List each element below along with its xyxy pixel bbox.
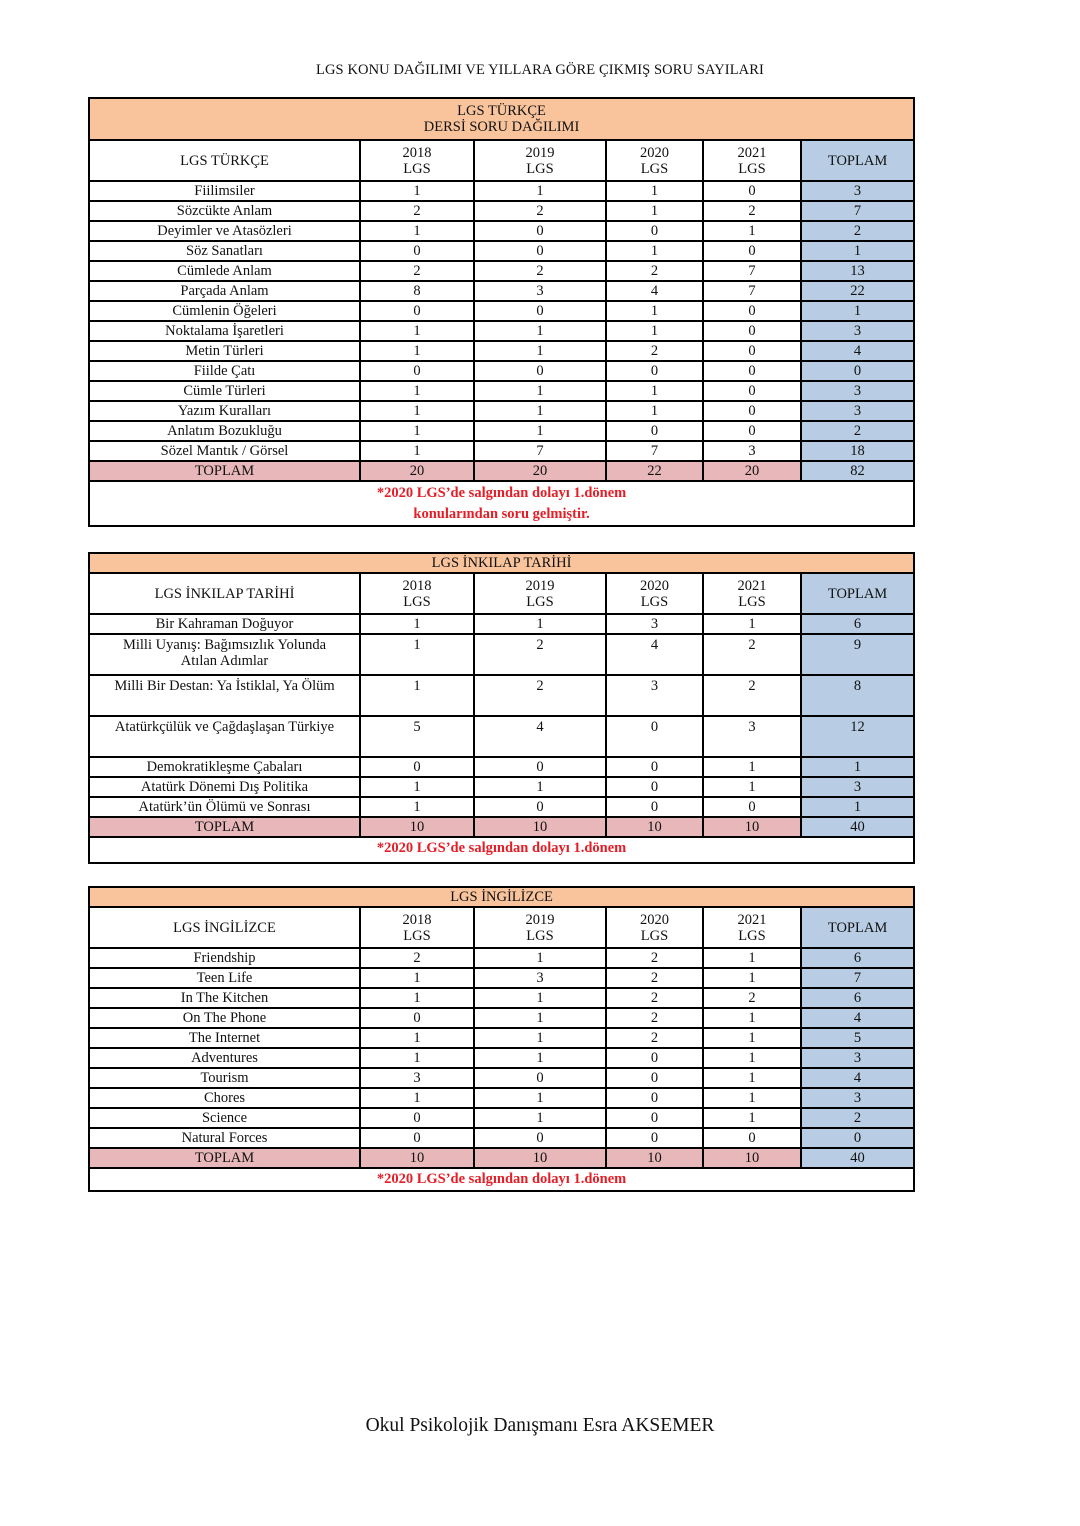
value-cell: 1 xyxy=(360,381,474,401)
inkilap-note: *2020 LGS’de salgından dolayı 1.dönem xyxy=(376,840,627,856)
topic-cell: In The Kitchen xyxy=(89,988,360,1008)
turkce-table-body xyxy=(89,181,914,461)
topic-cell: Fiilde Çatı xyxy=(89,361,360,381)
total-cell: 1 xyxy=(801,241,914,261)
value-cell: 1 xyxy=(474,1028,606,1048)
value-cell: 1 xyxy=(703,1068,801,1088)
value-cell: 2 xyxy=(474,261,606,281)
turkce-sum-row xyxy=(89,461,914,481)
value-cell: 1 xyxy=(360,421,474,441)
topic-cell: Sözel Mantık / Görsel xyxy=(89,441,360,461)
value-cell: 1 xyxy=(474,1048,606,1068)
table-row xyxy=(89,757,914,777)
value-cell: 1 xyxy=(360,1048,474,1068)
sum-2019: 20 xyxy=(474,461,606,481)
value-cell: 3 xyxy=(703,441,801,461)
table-row xyxy=(89,221,914,241)
table-row xyxy=(89,968,914,988)
topic-cell: Deyimler ve Atasözleri xyxy=(89,221,360,241)
total-cell: 1 xyxy=(801,797,914,817)
sum-label: TOPLAM xyxy=(89,1148,360,1168)
value-cell: 0 xyxy=(606,716,703,757)
value-cell: 1 xyxy=(360,321,474,341)
topic-cell: Tourism xyxy=(89,1068,360,1088)
value-cell: 1 xyxy=(360,1028,474,1048)
value-cell: 1 xyxy=(703,221,801,241)
total-cell: 8 xyxy=(801,675,914,716)
value-cell: 0 xyxy=(474,301,606,321)
value-cell: 1 xyxy=(606,401,703,421)
topic-cell: Milli Bir Destan: Ya İstiklal, Ya Ölüm xyxy=(89,675,360,716)
value-cell: 1 xyxy=(606,381,703,401)
sum-2021: 10 xyxy=(703,1148,801,1168)
value-cell: 1 xyxy=(703,1048,801,1068)
value-cell: 1 xyxy=(606,241,703,261)
topic-cell: Cümle Türleri xyxy=(89,381,360,401)
value-cell: 8 xyxy=(360,281,474,301)
total-cell: 9 xyxy=(801,634,914,675)
table-row xyxy=(89,614,914,634)
value-cell: 1 xyxy=(360,181,474,201)
table-row xyxy=(89,361,914,381)
value-cell: 0 xyxy=(703,381,801,401)
turkce-table xyxy=(88,97,915,527)
value-cell: 0 xyxy=(360,1108,474,1128)
value-cell: 1 xyxy=(360,797,474,817)
total-cell: 0 xyxy=(801,361,914,381)
topic-cell: Fiilimsiler xyxy=(89,181,360,201)
value-cell: 1 xyxy=(474,1008,606,1028)
table-row xyxy=(89,1088,914,1108)
value-cell: 3 xyxy=(606,675,703,716)
total-cell: 3 xyxy=(801,1048,914,1068)
topic-cell: Cümlede Anlam xyxy=(89,261,360,281)
inkilap-subject-label: LGS İNKILAP TARİHİ xyxy=(89,573,360,614)
value-cell: 0 xyxy=(703,421,801,441)
inkilap-header-row xyxy=(89,573,914,614)
value-cell: 2 xyxy=(606,341,703,361)
ingilizce-note: *2020 LGS’de salgından dolayı 1.dönem xyxy=(376,1171,627,1187)
total-cell: 2 xyxy=(801,221,914,241)
value-cell: 7 xyxy=(606,441,703,461)
value-cell: 4 xyxy=(606,281,703,301)
page-title: LGS KONU DAĞILIMI VE YILLARA GÖRE ÇIKMIŞ SORU SAYILARI xyxy=(316,62,764,78)
value-cell: 1 xyxy=(474,1108,606,1128)
ingilizce-subject-label: LGS İNGİLİZCE xyxy=(89,907,360,948)
value-cell: 1 xyxy=(360,968,474,988)
value-cell: 0 xyxy=(606,221,703,241)
year-header-2018: 2018 LGS xyxy=(360,907,474,948)
value-cell: 1 xyxy=(360,675,474,716)
value-cell: 7 xyxy=(703,261,801,281)
table-row xyxy=(89,988,914,1008)
sum-2021: 20 xyxy=(703,461,801,481)
value-cell: 0 xyxy=(360,757,474,777)
inkilap-table-title: LGS İNKILAP TARİHİ xyxy=(89,553,914,573)
value-cell: 2 xyxy=(360,261,474,281)
total-cell: 3 xyxy=(801,181,914,201)
topic-cell: Anlatım Bozukluğu xyxy=(89,421,360,441)
table-row xyxy=(89,261,914,281)
table-row xyxy=(89,281,914,301)
value-cell: 0 xyxy=(703,241,801,261)
value-cell: 0 xyxy=(606,777,703,797)
turkce-note-line2: konularından soru gelmiştir. xyxy=(413,505,590,522)
value-cell: 7 xyxy=(474,441,606,461)
value-cell: 1 xyxy=(474,341,606,361)
turkce-note-cell xyxy=(89,481,914,526)
topic-cell: Adventures xyxy=(89,1048,360,1068)
total-cell: 1 xyxy=(801,301,914,321)
value-cell: 1 xyxy=(703,1088,801,1108)
sum-2019: 10 xyxy=(474,1148,606,1168)
value-cell: 0 xyxy=(606,1108,703,1128)
value-cell: 0 xyxy=(474,221,606,241)
value-cell: 2 xyxy=(703,988,801,1008)
ingilizce-table xyxy=(88,886,915,1192)
total-cell: 3 xyxy=(801,1088,914,1108)
value-cell: 1 xyxy=(360,441,474,461)
inkilap-sum-row xyxy=(89,817,914,837)
value-cell: 1 xyxy=(703,757,801,777)
total-cell: 7 xyxy=(801,201,914,221)
table-row xyxy=(89,1028,914,1048)
table-row xyxy=(89,301,914,321)
value-cell: 2 xyxy=(703,675,801,716)
year-header-2018: 2018 LGS xyxy=(360,140,474,181)
table-row xyxy=(89,181,914,201)
value-cell: 0 xyxy=(606,1068,703,1088)
turkce-note-line1: *2020 LGS’de salgından dolayı 1.dönem xyxy=(376,484,627,501)
value-cell: 7 xyxy=(703,281,801,301)
topic-cell: Teen Life xyxy=(89,968,360,988)
table-row xyxy=(89,1008,914,1028)
topic-cell: Natural Forces xyxy=(89,1128,360,1148)
total-cell: 6 xyxy=(801,614,914,634)
total-cell: 3 xyxy=(801,381,914,401)
turkce-title-line2: DERSİ SORU DAĞILIMI xyxy=(423,119,580,135)
value-cell: 0 xyxy=(606,757,703,777)
total-cell: 6 xyxy=(801,948,914,968)
topic-cell: Friendship xyxy=(89,948,360,968)
value-cell: 0 xyxy=(360,1128,474,1148)
value-cell: 2 xyxy=(474,634,606,675)
value-cell: 1 xyxy=(703,948,801,968)
topic-cell: Cümlenin Öğeleri xyxy=(89,301,360,321)
value-cell: 1 xyxy=(474,401,606,421)
value-cell: 2 xyxy=(606,261,703,281)
value-cell: 2 xyxy=(606,968,703,988)
value-cell: 0 xyxy=(606,1048,703,1068)
topic-cell: Demokratikleşme Çabaları xyxy=(89,757,360,777)
total-cell: 4 xyxy=(801,1068,914,1088)
sum-total: 40 xyxy=(801,1148,914,1168)
value-cell: 0 xyxy=(703,361,801,381)
ingilizce-table-body xyxy=(89,948,914,1148)
year-header-2020: 2020 LGS xyxy=(606,573,703,614)
topic-cell: Söz Sanatları xyxy=(89,241,360,261)
table-row xyxy=(89,948,914,968)
table-row xyxy=(89,777,914,797)
value-cell: 0 xyxy=(703,797,801,817)
value-cell: 0 xyxy=(703,321,801,341)
value-cell: 1 xyxy=(703,777,801,797)
value-cell: 1 xyxy=(474,321,606,341)
value-cell: 0 xyxy=(360,241,474,261)
total-cell: 0 xyxy=(801,1128,914,1148)
value-cell: 0 xyxy=(360,301,474,321)
value-cell: 0 xyxy=(360,361,474,381)
value-cell: 1 xyxy=(703,614,801,634)
value-cell: 1 xyxy=(360,221,474,241)
turkce-subject-label: LGS TÜRKÇE xyxy=(89,140,360,181)
value-cell: 5 xyxy=(360,716,474,757)
topic-cell: Sözcükte Anlam xyxy=(89,201,360,221)
table-row xyxy=(89,675,914,716)
table-row xyxy=(89,1108,914,1128)
value-cell: 0 xyxy=(474,241,606,261)
year-header-2021: 2021 LGS xyxy=(703,907,801,948)
value-cell: 1 xyxy=(474,948,606,968)
sum-label: TOPLAM xyxy=(89,817,360,837)
value-cell: 3 xyxy=(360,1068,474,1088)
year-header-2019: 2019 LGS xyxy=(474,140,606,181)
value-cell: 1 xyxy=(474,381,606,401)
table-row xyxy=(89,341,914,361)
value-cell: 0 xyxy=(703,341,801,361)
total-header: TOPLAM xyxy=(801,573,914,614)
value-cell: 1 xyxy=(606,201,703,221)
value-cell: 1 xyxy=(606,321,703,341)
table-row xyxy=(89,241,914,261)
topic-cell: Yazım Kuralları xyxy=(89,401,360,421)
topic-cell: Atatürk’ün Ölümü ve Sonrası xyxy=(89,797,360,817)
value-cell: 2 xyxy=(606,1028,703,1048)
total-cell: 2 xyxy=(801,421,914,441)
value-cell: 1 xyxy=(360,1088,474,1108)
table-row xyxy=(89,716,914,757)
total-cell: 1 xyxy=(801,757,914,777)
turkce-title-line1: LGS TÜRKÇE xyxy=(457,103,546,119)
value-cell: 0 xyxy=(474,1068,606,1088)
value-cell: 2 xyxy=(474,201,606,221)
sum-2020: 10 xyxy=(606,1148,703,1168)
value-cell: 1 xyxy=(360,634,474,675)
total-cell: 13 xyxy=(801,261,914,281)
sum-label: TOPLAM xyxy=(89,461,360,481)
ingilizce-note-cell xyxy=(89,1168,914,1191)
value-cell: 1 xyxy=(360,341,474,361)
topic-cell: The Internet xyxy=(89,1028,360,1048)
sum-2021: 10 xyxy=(703,817,801,837)
topic-cell: Noktalama İşaretleri xyxy=(89,321,360,341)
year-header-2021: 2021 LGS xyxy=(703,573,801,614)
table-row xyxy=(89,321,914,341)
year-header-2018: 2018 LGS xyxy=(360,573,474,614)
year-header-2021: 2021 LGS xyxy=(703,140,801,181)
table-row xyxy=(89,1128,914,1148)
topic-cell: Chores xyxy=(89,1088,360,1108)
value-cell: 1 xyxy=(703,968,801,988)
total-cell: 18 xyxy=(801,441,914,461)
inkilap-table xyxy=(88,552,915,864)
value-cell: 4 xyxy=(606,634,703,675)
table-row xyxy=(89,401,914,421)
value-cell: 1 xyxy=(703,1108,801,1128)
table-row xyxy=(89,1068,914,1088)
table-row xyxy=(89,797,914,817)
ingilizce-header-row xyxy=(89,907,914,948)
sum-2018: 10 xyxy=(360,817,474,837)
sum-total: 82 xyxy=(801,461,914,481)
table-row xyxy=(89,441,914,461)
sum-2018: 20 xyxy=(360,461,474,481)
value-cell: 1 xyxy=(360,401,474,421)
total-cell: 12 xyxy=(801,716,914,757)
turkce-table-title xyxy=(89,98,914,140)
year-header-2020: 2020 LGS xyxy=(606,140,703,181)
year-header-2019: 2019 LGS xyxy=(474,907,606,948)
footer-signature: Okul Psikolojik Danışmanı Esra AKSEMER xyxy=(365,1415,715,1436)
value-cell: 0 xyxy=(360,1008,474,1028)
value-cell: 3 xyxy=(474,968,606,988)
value-cell: 1 xyxy=(360,988,474,1008)
value-cell: 0 xyxy=(474,1128,606,1148)
value-cell: 0 xyxy=(606,421,703,441)
total-header: TOPLAM xyxy=(801,140,914,181)
turkce-header-row xyxy=(89,140,914,181)
total-cell: 6 xyxy=(801,988,914,1008)
value-cell: 0 xyxy=(606,1088,703,1108)
table-row xyxy=(89,1048,914,1068)
value-cell: 3 xyxy=(703,716,801,757)
total-cell: 7 xyxy=(801,968,914,988)
value-cell: 3 xyxy=(606,614,703,634)
value-cell: 1 xyxy=(474,614,606,634)
total-cell: 2 xyxy=(801,1108,914,1128)
sum-2018: 10 xyxy=(360,1148,474,1168)
year-header-2020: 2020 LGS xyxy=(606,907,703,948)
value-cell: 1 xyxy=(474,421,606,441)
value-cell: 0 xyxy=(474,797,606,817)
total-cell: 3 xyxy=(801,777,914,797)
sum-total: 40 xyxy=(801,817,914,837)
table-row xyxy=(89,634,914,675)
value-cell: 0 xyxy=(703,401,801,421)
table-row xyxy=(89,421,914,441)
value-cell: 0 xyxy=(606,1128,703,1148)
inkilap-note-cell xyxy=(89,837,914,863)
value-cell: 0 xyxy=(703,181,801,201)
value-cell: 2 xyxy=(703,634,801,675)
value-cell: 2 xyxy=(606,1008,703,1028)
topic-cell: Atatürk Dönemi Dış Politika xyxy=(89,777,360,797)
total-cell: 5 xyxy=(801,1028,914,1048)
ingilizce-table-title: LGS İNGİLİZCE xyxy=(89,887,914,907)
value-cell: 0 xyxy=(474,757,606,777)
topic-cell: Bir Kahraman Doğuyor xyxy=(89,614,360,634)
year-header-2019: 2019 LGS xyxy=(474,573,606,614)
value-cell: 2 xyxy=(606,948,703,968)
value-cell: 1 xyxy=(474,777,606,797)
total-cell: 3 xyxy=(801,401,914,421)
topic-cell: Metin Türleri xyxy=(89,341,360,361)
value-cell: 1 xyxy=(474,181,606,201)
value-cell: 0 xyxy=(474,361,606,381)
value-cell: 0 xyxy=(606,797,703,817)
sum-2020: 10 xyxy=(606,817,703,837)
value-cell: 0 xyxy=(703,1128,801,1148)
total-cell: 22 xyxy=(801,281,914,301)
topic-cell: Science xyxy=(89,1108,360,1128)
value-cell: 2 xyxy=(606,988,703,1008)
value-cell: 2 xyxy=(360,948,474,968)
value-cell: 1 xyxy=(703,1028,801,1048)
value-cell: 1 xyxy=(703,1008,801,1028)
value-cell: 4 xyxy=(474,716,606,757)
value-cell: 3 xyxy=(474,281,606,301)
topic-cell: Atatürkçülük ve Çağdaşlaşan Türkiye xyxy=(89,716,360,757)
total-header: TOPLAM xyxy=(801,907,914,948)
ingilizce-sum-row xyxy=(89,1148,914,1168)
value-cell: 1 xyxy=(360,777,474,797)
value-cell: 1 xyxy=(474,988,606,1008)
sum-2020: 22 xyxy=(606,461,703,481)
value-cell: 1 xyxy=(606,181,703,201)
total-cell: 4 xyxy=(801,1008,914,1028)
value-cell: 2 xyxy=(360,201,474,221)
topic-cell: Milli Uyanış: Bağımsızlık Yolunda Atılan Adımlar xyxy=(89,634,360,675)
topic-cell: Parçada Anlam xyxy=(89,281,360,301)
value-cell: 1 xyxy=(606,301,703,321)
value-cell: 1 xyxy=(474,1088,606,1108)
sum-2019: 10 xyxy=(474,817,606,837)
total-cell: 4 xyxy=(801,341,914,361)
table-row xyxy=(89,381,914,401)
table-row xyxy=(89,201,914,221)
total-cell: 3 xyxy=(801,321,914,341)
topic-cell: On The Phone xyxy=(89,1008,360,1028)
value-cell: 1 xyxy=(360,614,474,634)
value-cell: 2 xyxy=(474,675,606,716)
value-cell: 0 xyxy=(703,301,801,321)
value-cell: 2 xyxy=(703,201,801,221)
value-cell: 0 xyxy=(606,361,703,381)
